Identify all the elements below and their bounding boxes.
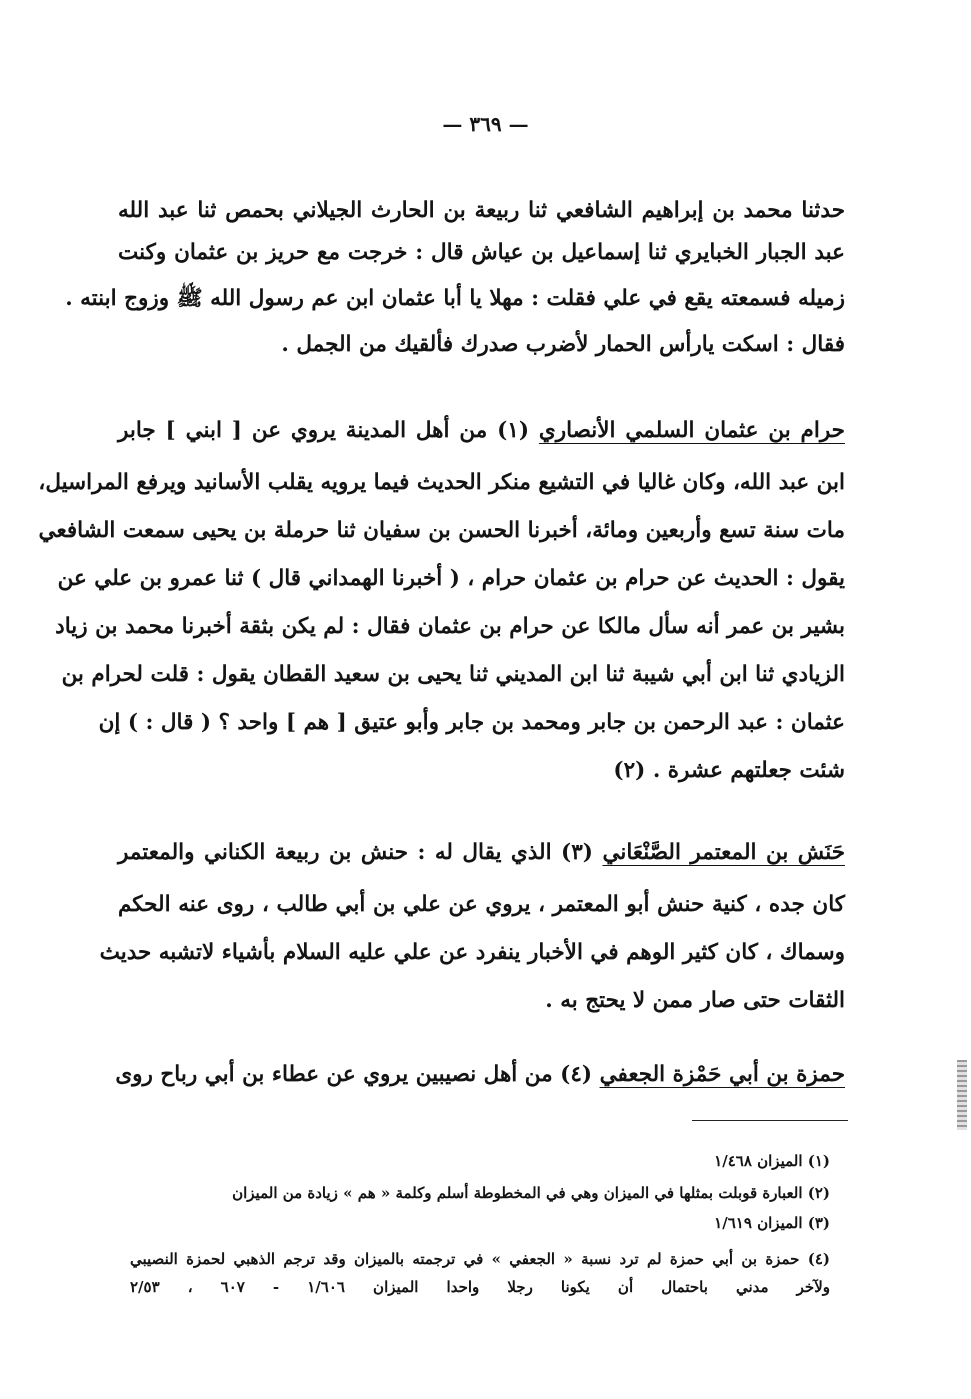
footnote-divider — [692, 1120, 848, 1121]
entry-heading: حَنَش بن المعتمر الصَّنْعَاني — [602, 840, 845, 865]
entry-heading: حمزة بن أبي حَمْزة الجعفي — [599, 1062, 845, 1087]
text-line: عثمان : عبد الرحمن بن جابر ومحمد بن جابر وأبو عتيق [ هم ] واحد ؟ ( قال : ) إن — [98, 710, 845, 735]
text-line: حدثنا محمد بن إبراهيم الشافعي ثنا ربيعة بن الحارث الجيلاني بحمص ثنا عبد الله — [118, 198, 845, 223]
text-line: ابن عبد الله، وكان غاليا في التشيع منكر الحديث فيما يرويه يقلب الأسانيد ويرفع المراسيل، — [38, 470, 845, 495]
text-line: الزيادي ثنا ابن أبي شيبة ثنا ابن المديني ثنا يحيى بن سعيد القطان يقول : قلت لحرام بن — [61, 662, 845, 687]
scan-edge-mark — [957, 1060, 967, 1130]
footnote: (١) الميزان ١/٤٦٨ — [714, 1152, 830, 1170]
text-line: شئت جعلتهم عشرة . (٢) — [613, 758, 845, 783]
text-line: زميله فسمعته يقع في علي فقلت : مهلا يا أبا عثمان ابن عم رسول الله ﷺ وزوج ابنته . — [65, 286, 845, 311]
text-line: يقول : الحديث عن حرام بن عثمان حرام ، ( أخبرنا الهمداني قال ) ثنا عمرو بن علي عن — [57, 566, 845, 591]
entry-heading-rest: (١) من أهل المدينة يروي عن [ ابني ] جابر — [118, 418, 530, 443]
text-line: بشير بن عمر أنه سأل مالكا عن حرام بن عثمان فقال : لم يكن بثقة أخبرنا محمد بن زياد — [55, 614, 845, 639]
footnote: (٢) العبارة قوبلت بمثلها في الميزان وهي في المخطوطة أسلم وكلمة « هم » زيادة من الميزان — [232, 1184, 830, 1202]
text-line: كان جده ، كنية حنش أبو المعتمر ، يروي عن علي بن أبي طالب ، روى عنه الحكم — [118, 892, 845, 917]
footnote: ولآخر مدني باحتمال أن يكونا رجلا واحدا الميزان ١/٦٠٦ - ٦٠٧ ، ٢/٥٣ — [130, 1278, 830, 1296]
text-line: عبد الجبار الخبايري ثنا إسماعيل بن عياش قال : خرجت مع حريز بن عثمان وكنت — [118, 240, 845, 265]
text-line: وسماك ، كان كثير الوهم في الأخبار ينفرد عن علي عليه السلام بأشياء لاتشبه حديث — [99, 940, 845, 965]
entry-heading-rest: (٣) الذي يقال له : حنش بن ربيعة الكناني والمعتمر — [118, 840, 593, 865]
entry-heading-rest: (٤) من أهل نصيبين يروي عن عطاء بن أبي رباح روى — [115, 1062, 593, 1087]
entry-first-line — [118, 416, 845, 446]
entry-first-line — [118, 838, 845, 868]
page-number: — ٣٦٩ — — [442, 112, 529, 136]
footnote: (٤) حمزة بن أبي حمزة لم ترد نسبة « الجعفي » في ترجمته بالميزان وقد ترجم الذهبي لحمزة النصيبي — [130, 1250, 830, 1268]
entry-first-line — [115, 1060, 845, 1090]
footnote: (٣) الميزان ١/٦١٩ — [714, 1214, 830, 1232]
text-line: الثقات حتى صار ممن لا يحتج به . — [545, 988, 845, 1013]
text-line: فقال : اسكت يارأس الحمار لأضرب صدرك فألقيك من الجمل . — [281, 332, 845, 357]
text-line: مات سنة تسع وأربعين ومائة، أخبرنا الحسن بن سفيان ثنا حرملة بن يحيى سمعت الشافعي — [38, 518, 845, 543]
entry-heading: حرام بن عثمان السلمي الأنصاري — [538, 418, 845, 443]
